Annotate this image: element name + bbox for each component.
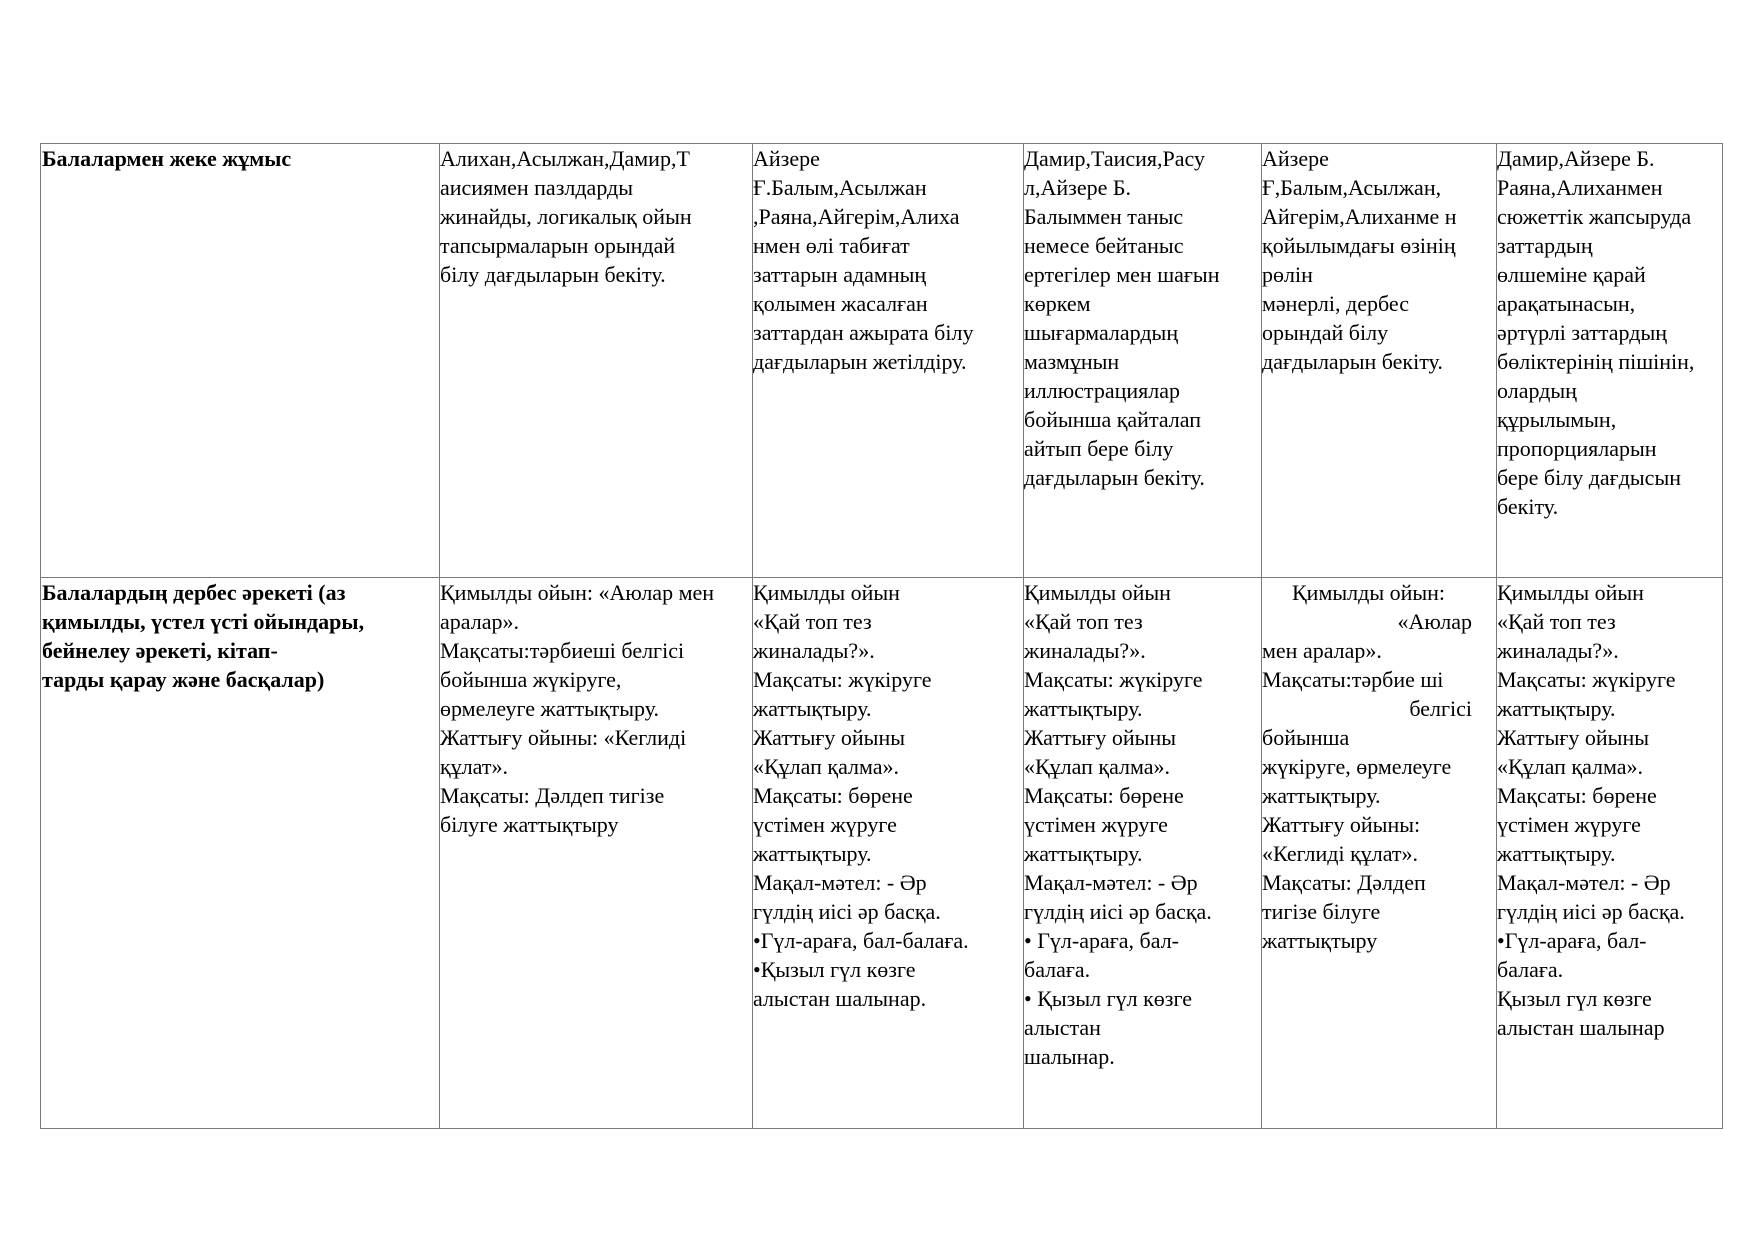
cell-line: жаттықтыру (1262, 928, 1378, 953)
table-row (41, 144, 1723, 578)
cell-line: жиналады?». (1497, 638, 1619, 663)
cell-line: Мақсаты: бөрене (753, 783, 913, 808)
cell-line: құрылымын, (1497, 407, 1617, 432)
label-line: бейнелеу әрекеті, кітап- (42, 638, 278, 663)
cell-line: гүлдің иісі әр басқа. (1497, 899, 1685, 924)
cell-line: үстімен жүруге (753, 812, 897, 837)
cell-line: бөліктерінің пішінін, (1497, 349, 1695, 374)
cell-day-1 (440, 578, 753, 1129)
cell-line: «Аюлар (1397, 609, 1472, 634)
cell-line: «Қай топ тез (753, 609, 872, 634)
cell-line: жүкіруге, өрмелеуге (1262, 754, 1452, 779)
cell-day-5 (1497, 578, 1723, 1129)
cell-line: заттардан ажырата білу (753, 320, 974, 345)
cell-line: • Қызыл гүл көзге (1024, 986, 1192, 1011)
cell-line: бойынша жүкіруге, (440, 667, 622, 692)
cell-line: Жаттығу ойыны: «Кеглиді (440, 725, 687, 750)
cell-day-2 (753, 578, 1024, 1129)
cell-line: белгісі (1409, 696, 1472, 721)
label-line: тарды қарау және басқалар) (42, 667, 325, 692)
cell-line: жиналады?». (1024, 638, 1146, 663)
cell-line: орындай білу (1262, 320, 1389, 345)
cell-day-2 (753, 144, 1024, 578)
cell-line: заттарын адамның (753, 262, 927, 287)
cell-line: Балыммен таныс (1024, 204, 1184, 229)
cell-line: Мақал-мәтел: - Әр (753, 870, 927, 895)
cell-line: Қимылды ойын: «Аюлар мен (440, 580, 715, 605)
cell-line: Мақсаты: Дәлдеп тигізе (440, 783, 665, 808)
cell-line: жаттықтыру. (1497, 841, 1616, 866)
cell-line: нмен өлі табиғат (753, 233, 910, 258)
cell-line: •Қызыл гүл көзге (753, 957, 916, 982)
cell-line: «Құлап қалма». (1497, 754, 1644, 779)
cell-line: рөлін (1262, 262, 1313, 287)
cell-line: Мақсаты: жүкіруге (1497, 667, 1676, 692)
cell-line: тигізе білуге (1262, 899, 1381, 924)
cell-line: Мақсаты: бөрене (1497, 783, 1657, 808)
cell-line: балаға. (1024, 957, 1091, 982)
cell-line: Мақсаты:тәрбие ші (1262, 667, 1444, 692)
cell-line: •Гүл-араға, бал-балаға. (753, 928, 969, 953)
cell-line: жаттықтыру. (753, 696, 872, 721)
cell-line: алыстан шалынар (1497, 1015, 1665, 1040)
cell-line: Раяна,Алиханмен (1497, 175, 1663, 200)
cell-line: дағдыларын бекіту. (1024, 465, 1205, 490)
cell-line: Айзере (1262, 146, 1329, 171)
cell-line: жаттықтыру. (1024, 841, 1143, 866)
cell-day-4 (1262, 578, 1497, 1129)
cell-line: «Қай топ тез (1024, 609, 1143, 634)
cell-line: «Құлап қалма». (753, 754, 900, 779)
label-line: Балалардың дербес әрекеті (аз (42, 580, 346, 605)
label-line: қимылды, үстел үсті ойындары, (42, 609, 365, 634)
cell-line: Айзере (753, 146, 820, 171)
cell-line: Ғ,Балым,Асылжан, (1262, 175, 1442, 200)
cell-line: айтып бере білу (1024, 436, 1174, 461)
cell-line: жинайды, логикалық ойын (440, 204, 692, 229)
cell-line: үстімен жүруге (1024, 812, 1168, 837)
cell-line: «Құлап қалма». (1024, 754, 1171, 779)
cell-line: білу дағдыларын бекіту. (440, 262, 666, 287)
cell-line: жиналады?». (753, 638, 875, 663)
row-label-independent-activity (41, 578, 440, 1129)
cell-line: мазмұнын (1024, 349, 1120, 374)
cell-line: арақатынасын, (1497, 291, 1636, 316)
cell-line: Қимылды ойын: (1292, 580, 1446, 605)
cell-line: •Гүл-араға, бал- (1497, 928, 1647, 953)
cell-day-3 (1024, 578, 1262, 1129)
cell-line: Қимылды ойын (1024, 580, 1171, 605)
cell-line: бере білу дағдысын (1497, 465, 1681, 490)
cell-line: бекіту. (1497, 494, 1559, 519)
cell-line: бойынша (1262, 725, 1350, 750)
cell-line: мәнерлі, дербес (1262, 291, 1409, 316)
cell-line: бойынша қайталап (1024, 407, 1202, 432)
label-line: Балалармен жеке жұмыс (42, 146, 292, 171)
cell-line: Ғ.Балым,Асылжан (753, 175, 927, 200)
cell-line: Дамир,Таисия,Расу (1024, 146, 1206, 171)
cell-line: әртүрлі заттардың (1497, 320, 1667, 345)
cell-line: Жаттығу ойыны (1024, 725, 1177, 750)
cell-line: Айгерім,Алиханме н (1262, 204, 1457, 229)
cell-line: аисиямен пазлдарды (440, 175, 634, 200)
cell-line: Қимылды ойын (753, 580, 900, 605)
cell-line: пропорцияларын (1497, 436, 1657, 461)
cell-line: өрмелеуге жаттықтыру. (440, 696, 660, 721)
row-label-individual-work (41, 144, 440, 578)
cell-line: заттардың (1497, 233, 1593, 258)
cell-line: жаттықтыру. (753, 841, 872, 866)
table-row (41, 578, 1723, 1129)
cell-line: гүлдің иісі әр басқа. (1024, 899, 1212, 924)
cell-line: жаттықтыру. (1024, 696, 1143, 721)
cell-line: Алихан,Асылжан,Дамир,Т (440, 146, 690, 171)
cell-line: шығармалардың (1024, 320, 1179, 345)
cell-line: Қызыл гүл көзге (1497, 986, 1652, 1011)
cell-line: алыстан (1024, 1015, 1101, 1040)
cell-line: білуге жаттықтыру (440, 812, 619, 837)
cell-line: ,Раяна,Айгерім,Алиха (753, 204, 960, 229)
cell-day-1 (440, 144, 753, 578)
cell-line: Қимылды ойын (1497, 580, 1644, 605)
plan-table (40, 143, 1723, 1129)
cell-line: дағдыларын жетілдіру. (753, 349, 967, 374)
cell-line: мен аралар». (1262, 638, 1382, 663)
cell-line: аралар». (440, 609, 519, 634)
cell-line: Дамир,Айзере Б. (1497, 146, 1655, 171)
cell-day-3 (1024, 144, 1262, 578)
cell-line: алыстан шалынар. (753, 986, 927, 1011)
cell-line: тапсырмаларын орындай (440, 233, 676, 258)
cell-line: Мақсаты: Дәлдеп (1262, 870, 1426, 895)
cell-line: иллюстрациялар (1024, 378, 1180, 403)
cell-line: өлшеміне қарай (1497, 262, 1646, 287)
cell-line: Жаттығу ойыны (753, 725, 906, 750)
cell-line: Мақал-мәтел: - Әр (1024, 870, 1198, 895)
cell-line: «Кеглиді құлат». (1262, 841, 1419, 866)
cell-line: Мақсаты: бөрене (1024, 783, 1184, 808)
cell-line: Мақсаты:тәрбиеші белгісі (440, 638, 685, 663)
cell-line: үстімен жүруге (1497, 812, 1641, 837)
cell-line: көркем (1024, 291, 1091, 316)
cell-line: құлат». (440, 754, 508, 779)
cell-line: жаттықтыру. (1497, 696, 1616, 721)
cell-line: л,Айзере Б. (1024, 175, 1131, 200)
cell-line: шалынар. (1024, 1044, 1115, 1069)
cell-line: сюжеттік жапсыруда (1497, 204, 1692, 229)
cell-line: немесе бейтаныс (1024, 233, 1184, 258)
cell-line: қойылымдағы өзінің (1262, 233, 1456, 258)
cell-day-5 (1497, 144, 1723, 578)
cell-line: Мақсаты: жүкіруге (753, 667, 932, 692)
cell-line: «Қай топ тез (1497, 609, 1616, 634)
cell-line: Мақсаты: жүкіруге (1024, 667, 1203, 692)
cell-line: Жаттығу ойыны: (1262, 812, 1421, 837)
cell-line: гүлдің иісі әр басқа. (753, 899, 941, 924)
cell-line: • Гүл-араға, бал- (1024, 928, 1179, 953)
cell-line: дағдыларын бекіту. (1262, 349, 1443, 374)
cell-line: олардың (1497, 378, 1577, 403)
cell-line: балаға. (1497, 957, 1564, 982)
cell-line: қолымен жасалған (753, 291, 928, 316)
cell-line: жаттықтыру. (1262, 783, 1381, 808)
cell-line: Жаттығу ойыны (1497, 725, 1650, 750)
cell-line: Мақал-мәтел: - Әр (1497, 870, 1671, 895)
cell-day-4 (1262, 144, 1497, 578)
cell-line: ертегілер мен шағын (1024, 262, 1220, 287)
